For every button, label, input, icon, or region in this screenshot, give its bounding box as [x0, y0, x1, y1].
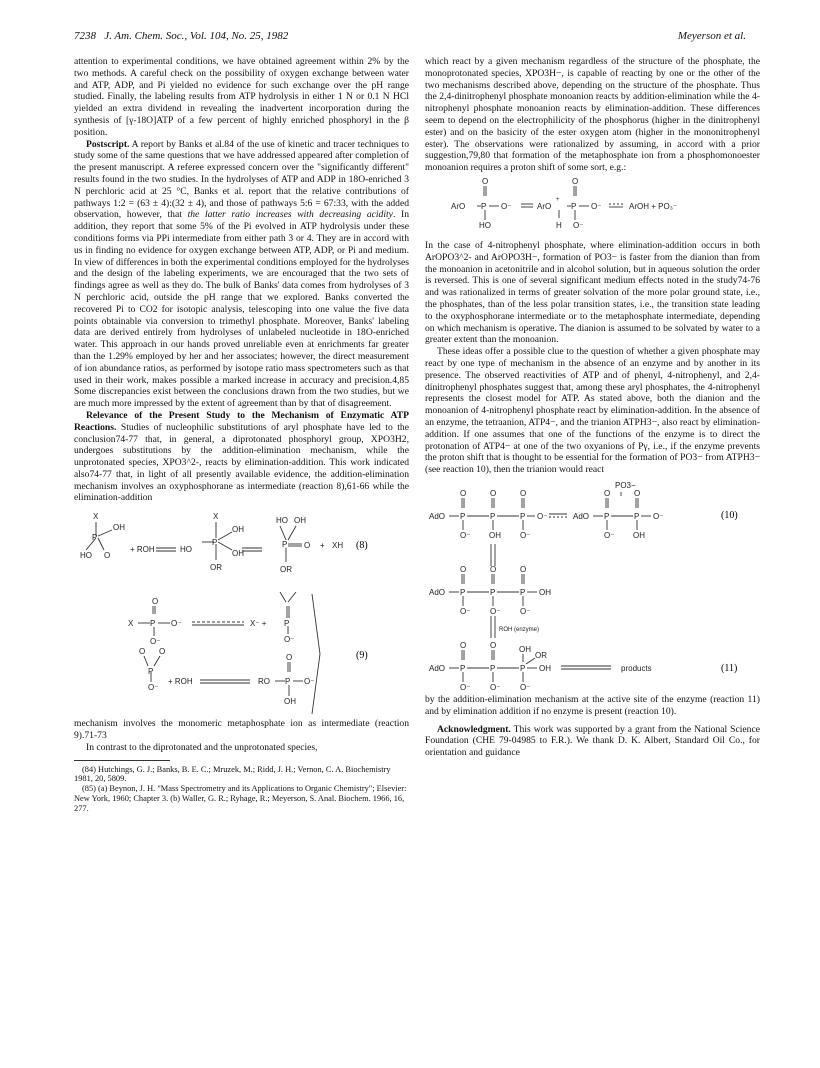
reaction-8-scheme: [74, 508, 409, 592]
svg-text:P: P: [571, 201, 577, 211]
svg-text:H: H: [556, 220, 562, 230]
postscript-text: A report by Banks et al.84 of the use of kinetic and tracer techniques to study some of the same questions that we have addressed appeared after completion of the present manuscript. A referee expressed concern over the "significantly different" results found in the two studies. In the hydrolyses of ATP and ADP in 18O-enriched 3 N perchloric acid at 25 °C, Banks et al. report that the relative contributions of pathways 1:2 = (63 ± 4):(32 ± 4), and those of pathways 5:6 = 67:33, with the added observation, however, that: [74, 138, 409, 221]
products-label: products: [621, 663, 652, 673]
svg-text:O⁻: O⁻: [304, 677, 315, 687]
postscript-heading: Postscript.: [86, 138, 130, 150]
svg-text:P: P: [285, 677, 291, 687]
svg-text:P: P: [634, 511, 640, 521]
svg-text:HO: HO: [276, 516, 288, 526]
svg-text:O⁻: O⁻: [490, 606, 501, 616]
svg-text:X: X: [213, 512, 219, 522]
svg-text:OR: OR: [280, 565, 292, 575]
svg-text:O: O: [520, 564, 527, 574]
svg-text:X: X: [128, 619, 134, 629]
svg-text:O⁻: O⁻: [591, 201, 602, 211]
svg-text:O⁻: O⁻: [537, 511, 548, 521]
svg-text:P: P: [490, 663, 496, 673]
svg-text:OH: OH: [294, 516, 306, 526]
svg-text:AdO: AdO: [573, 511, 590, 521]
svg-text:O⁻: O⁻: [460, 530, 471, 540]
svg-text:O: O: [490, 564, 497, 574]
acknowledgment-text: This work was supported by a grant from the National Science Foundation (CHE 79-04985 to F.R.). We thank D. K. Albert, Standard Oil Co., for orientation and guidance: [425, 723, 760, 759]
svg-text:O: O: [490, 640, 497, 650]
svg-text:O: O: [634, 488, 641, 498]
svg-text:O⁻: O⁻: [501, 201, 512, 211]
svg-text:XH: XH: [332, 541, 344, 551]
svg-text:ArO: ArO: [451, 201, 466, 211]
svg-text:O⁻: O⁻: [520, 682, 531, 692]
svg-text:O: O: [460, 488, 467, 498]
svg-text:OH: OH: [232, 549, 244, 559]
paragraph: mechanism involves the monomeric metaphosphate ion as intermediate (reaction 9).71-73: [74, 718, 409, 742]
paragraph: by the addition-elimination mechanism at the active site of the enzyme (reaction 11) and by elimination addition if no enzyme is present (reaction 10).: [425, 693, 760, 717]
postscript-paragraph: [74, 139, 409, 410]
svg-text:OH: OH: [519, 644, 531, 654]
paragraph: These ideas offer a possible clue to the question of whether a given phosphate may react by one type of mechanism in the absence of an enzyme and by another in its presence. The observed reactivities of ATP and of phenyl, 4-nitrophenyl, and 2,4-dinitrophenyl phosphates suggest that, among these aryl phosphates, the 4-nitrophenyl represents the closest model for ATP. As stated above, both the dianion and the monoanion of 4-nitrophenyl phosphate react by elimination-addition. In the absence of an enzyme, the tetraanion, ATP4−, and the trianion ATPH3−, also react by elimination-addition. If one assumes that one of the functions of the enzyme is to direct the protonation of ATP4− at one of the two oxyanions of Pγ, i.e., if the enzyme prevents the proton shift that is thought to be essential for the formation of PO3− from ATPH3− (see reaction 10), then the trianion would react: [425, 346, 760, 476]
svg-text:OH: OH: [232, 525, 244, 535]
svg-text:O: O: [520, 488, 527, 498]
svg-text:O⁻: O⁻: [460, 682, 471, 692]
svg-text:P: P: [520, 587, 526, 597]
svg-text:O⁻: O⁻: [150, 637, 161, 647]
svg-text:O: O: [460, 640, 467, 650]
paragraph: attention to experimental conditions, we have obtained agreement within 2% by the two methods. A careful check on the possibility of oxygen exchange between water and ATP, ADP, and Pi yielded no evidence for such exchange over the pH range studied. Finally, the labeling results from ATP hydrolysis in either 1 N or 0.1 N HCl yielded an extra dividend in revealing the inadvertent incorporation during the synthesis of [γ-18O]ATP of a few percent of highly enriched phosphoryl in the β position.: [74, 56, 409, 138]
svg-text:P: P: [604, 511, 610, 521]
svg-text:AdO: AdO: [429, 663, 446, 673]
svg-text:OH: OH: [633, 530, 645, 540]
svg-text:O⁻: O⁻: [653, 511, 664, 521]
reaction-10-11-scheme: [425, 478, 760, 694]
svg-text:O: O: [139, 647, 146, 657]
enzyme-label: ROH (enzyme): [499, 626, 540, 633]
svg-text:X: X: [93, 512, 99, 522]
footnote-84: (84) Hutchings, G. J.; Banks, B. E. C.; Mruzek, M.; Ridd, J. H.; Vernon, C. A. Biochemistry 1981, 20, 5809.: [74, 764, 391, 784]
svg-text:P: P: [490, 511, 496, 521]
left-column: [74, 56, 409, 814]
running-head-authors: Meyerson et al.: [677, 30, 746, 42]
svg-text:P: P: [460, 587, 466, 597]
postscript-text-cont: . In addition, they report that some 5% of the Pi evolved in ATP hydrolysis under these conditions forms via PPi intermediate from either path 3 or 4. They are in accord with us in finding no evidence for oxygen exchange between ATP, ADP, or Pi and medium. In view of differences in both the experimental conditions employed for the hydrolyses and the design of the labeling experiments, we are encouraged that the two sets of findings agree as well as they do. The bulk of Banks' data comes from hydrolyses of 3 N perchloric acid, outside the pH range that we explored. Banks converted the recovered Pi to CO2 for isotopic analysis, telescoping into one value the five data points obtainable via conversion to trimethyl phosphate. Moreover, Banks' labeling data are derived entirely from hydrolyses of unlabeled nucleotide in 18O-enriched water. This approach in our hands proved unreliable even at enrichments far greater than the 1.29% employed by her and her associates; however, the direct measurement of ion abundance ratios, as performed by isotope ratio mass spectrometers such as that used in their work, makes possible a marked increase in accuracy and precision.4,85 Some discrepancies exist between the conclusions drawn from the two studies, but we are much more impressed by the extent of agreement than by that of disagreement.: [74, 209, 409, 410]
svg-text:OH: OH: [113, 523, 125, 533]
svg-text:OH: OH: [539, 587, 551, 597]
svg-text:O⁻: O⁻: [148, 683, 159, 693]
svg-text:O⁻: O⁻: [490, 682, 501, 692]
svg-text:O⁻: O⁻: [460, 606, 471, 616]
svg-text:O⁻: O⁻: [573, 220, 584, 230]
proton-shift-scheme: [425, 174, 760, 240]
svg-text:P: P: [490, 587, 496, 597]
svg-text:ArO: ArO: [537, 201, 552, 211]
paragraph: which react by a given mechanism regardless of the structure of the phosphate, the monoprotonated species, XPO3H−, is capable of reacting by one or the other of the two mechanisms described above, depending on the structure of the phosphate. Thus the 2,4-dinitrophenyl phosphate monoanion reacts by addition-elimination while the 4-nitrophenyl phosphate monoanion reacts by elimination-addition. These differences seem to depend on the electrophilicity of the phosphorus (higher in the dinitrophenyl ester) and on the basicity of the ester oxygen atom (higher in the mononitrophenyl ester). The observations were rationalized by assuming, in accord with a prior suggestion,79,80 that formation of the metaphosphate ion from a phosphomonoester monoanion requires a proton shift of some sort, e.g.:: [425, 56, 760, 174]
svg-text:OH: OH: [489, 530, 501, 540]
svg-text:O: O: [104, 551, 111, 561]
eq8-label: (8): [356, 540, 368, 552]
svg-text:O: O: [159, 647, 166, 657]
eq9-label: (9): [356, 650, 368, 662]
svg-text:O: O: [482, 176, 489, 186]
svg-text:O⁻: O⁻: [604, 530, 615, 540]
svg-text:O⁻: O⁻: [284, 635, 295, 645]
svg-text:P: P: [520, 511, 526, 521]
svg-text:O⁻: O⁻: [520, 530, 531, 540]
svg-text:P: P: [150, 619, 156, 629]
page-header: [74, 30, 746, 44]
relevance-text: Studies of nucleophilic substitutions of aryl phosphate have led to the conclusion74-77 that, in general, a diprotonated phosphoryl group, XPO3H2, undergoes substitutions by the addition-elimination mechanism, while the unprotonated species, XPO3^2-, reacts by elimination-addition. This work indicated also74-77 that, in light of all presently available evidence, the addition-elimination mechanism involves an oxyphosphorane as intermediate (reaction 8),61-66 while the elimination-addition: [74, 421, 409, 504]
svg-text:P: P: [212, 538, 218, 548]
svg-text:OR: OR: [210, 563, 222, 573]
svg-text:P: P: [520, 663, 526, 673]
paragraph: In contrast to the diprotonated and the unprotonated species,: [86, 741, 318, 753]
postscript-italic: the latter ratio increases with decreasing acidity: [187, 209, 393, 221]
svg-text:P: P: [148, 667, 154, 677]
svg-text:O: O: [152, 597, 159, 607]
svg-text:O: O: [304, 541, 311, 551]
svg-text:O: O: [572, 176, 579, 186]
svg-text:HO: HO: [479, 220, 491, 230]
svg-text:O⁻: O⁻: [520, 606, 531, 616]
svg-text:O⁻: O⁻: [171, 619, 182, 629]
svg-text:O: O: [490, 488, 497, 498]
footnotes: [74, 765, 409, 814]
svg-text:+: +: [320, 541, 325, 551]
svg-text:OR: OR: [535, 650, 547, 660]
acknowledgment-paragraph: [425, 724, 760, 759]
svg-text:+ ROH: + ROH: [130, 545, 155, 555]
footnote-rule: [74, 760, 170, 761]
svg-text:AdO: AdO: [429, 511, 446, 521]
reaction-9-scheme: [74, 592, 409, 718]
svg-text:P: P: [460, 663, 466, 673]
svg-text:ArOH + PO₃⁻: ArOH + PO₃⁻: [629, 201, 678, 211]
footnote-85: (85) (a) Beynon, J. H. "Mass Spectrometry and its Applications to Organic Chemistry"; Elsevier: New York, 1960; Chapter 3. (b) Waller, G. R.; Ryhage, R.; Meyerson, S. Anal. Biochem. 1966, 16, 277.: [74, 784, 407, 813]
svg-text:+: +: [556, 196, 560, 203]
po3-label: PO3−: [615, 480, 636, 490]
journal-citation: J. Am. Chem. Soc., Vol. 104, No. 25, 1982: [104, 30, 289, 42]
svg-text:OH: OH: [284, 697, 296, 707]
svg-text:X⁻ +: X⁻ +: [250, 619, 267, 629]
acknowledgment-heading: Acknowledgment.: [437, 723, 511, 735]
relevance-paragraph: [74, 410, 409, 504]
svg-text:OH: OH: [539, 663, 551, 673]
svg-text:HO: HO: [80, 551, 92, 561]
svg-text:AdO: AdO: [429, 587, 446, 597]
svg-text:RO: RO: [258, 677, 270, 687]
eq11-label: (11): [721, 662, 738, 674]
svg-text:O: O: [286, 653, 293, 663]
svg-text:P: P: [460, 511, 466, 521]
svg-text:+ ROH: + ROH: [168, 677, 193, 687]
svg-text:P: P: [282, 540, 288, 550]
relevance-heading: Relevance of the Present Study to the Mechanism of Enzymatic ATP Reactions.: [74, 409, 409, 433]
running-head-left: [74, 30, 288, 42]
svg-text:P: P: [92, 533, 98, 543]
right-column: [425, 56, 760, 759]
paragraph: In the case of 4-nitrophenyl phosphate, where elimination-addition occurs in both ArOPO3^2- and ArOPO3H−, formation of PO3− is faster from the dianion than from the monoanion in acetonitrile and in alcohol solution, but in aqueous solution the order is reversed. This is one of several significant medium effects noted in the study74-76 and was rationalized in terms of greater solvation of the more polar ground state, i.e., the phosphates, than of the less polar transition states, i.e., the transition state leading to the oxyphosphorane intermediate or to the metaphosphate intermediate, depending on which mechanism is operative. The dianion is assumed to be solvated by water to a greater extent than the monoanion.: [425, 239, 760, 346]
page-number: 7238: [74, 30, 96, 42]
svg-text:O: O: [604, 488, 611, 498]
svg-text:HO: HO: [180, 545, 192, 555]
svg-text:P: P: [284, 619, 290, 629]
svg-text:P: P: [481, 201, 487, 211]
eq10-label: (10): [721, 509, 738, 521]
svg-text:O: O: [460, 564, 467, 574]
